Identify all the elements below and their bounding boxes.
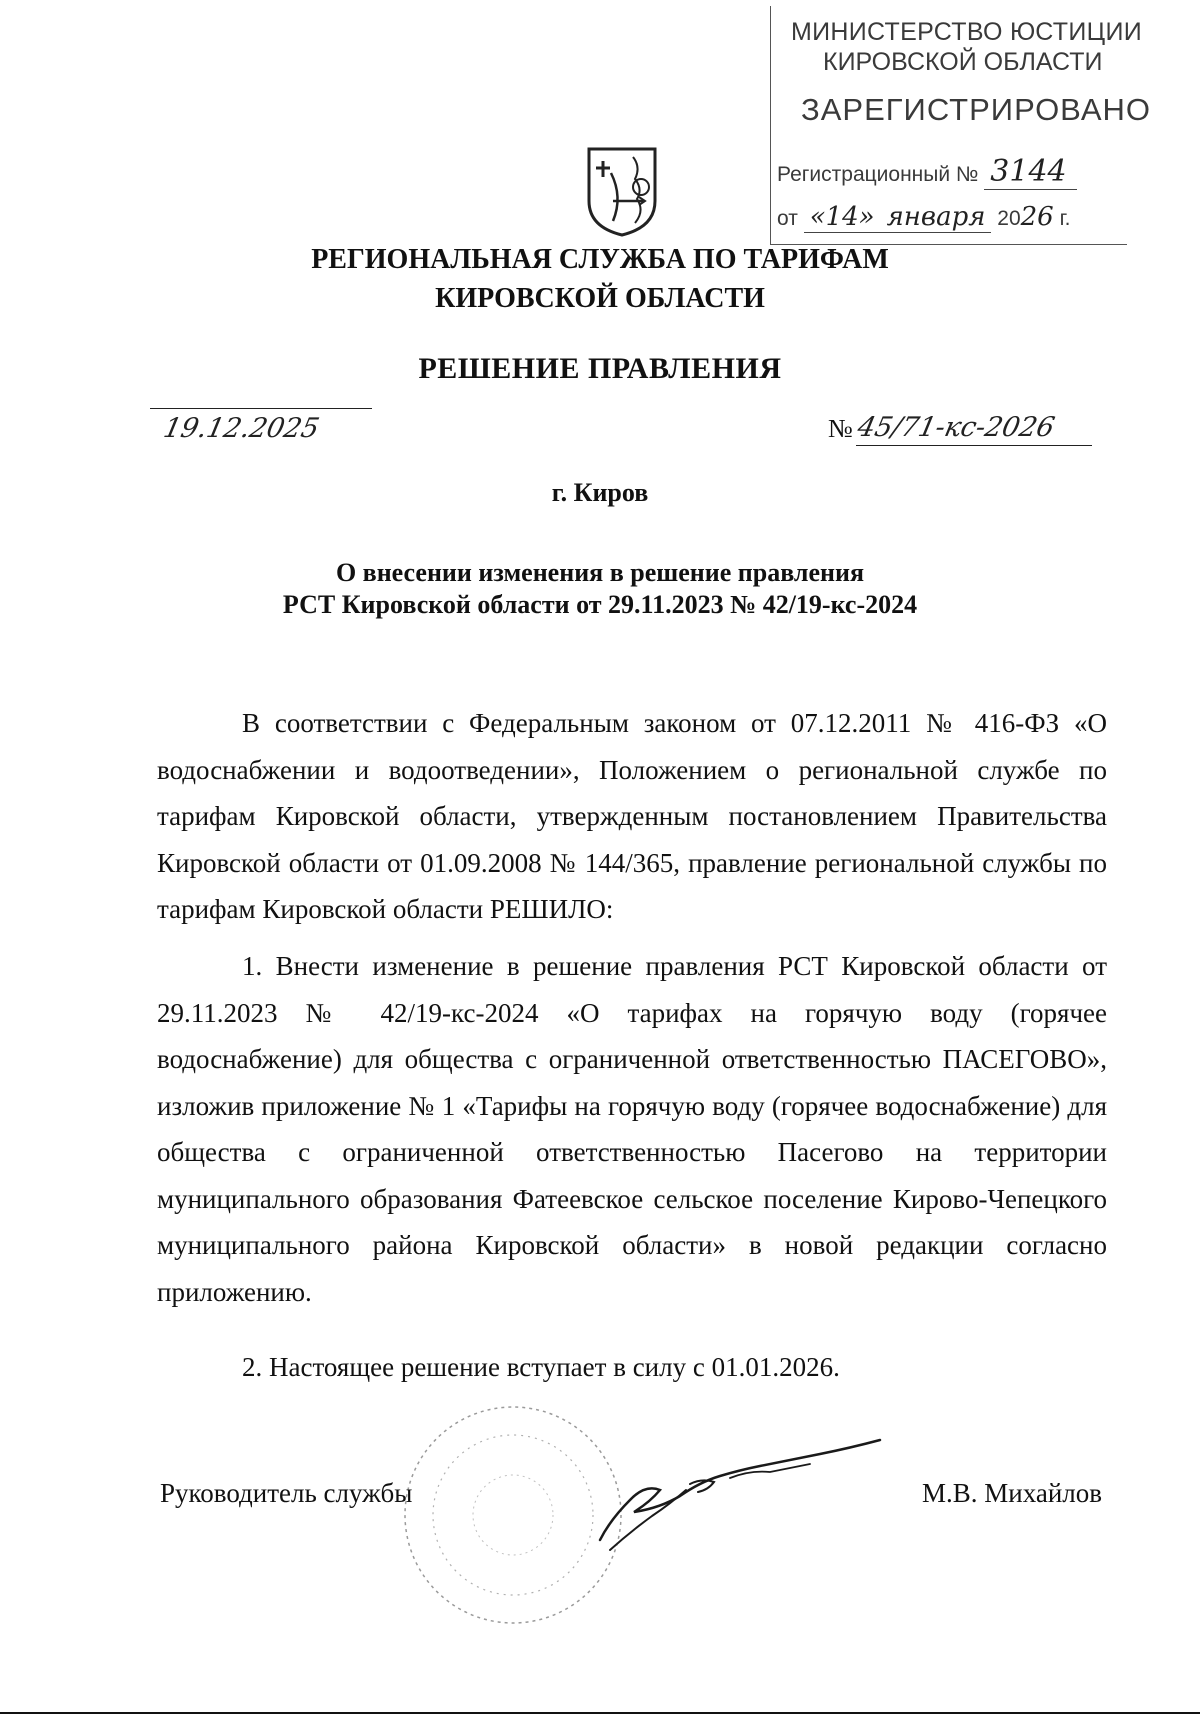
stamp-date-year-prefix: 20 — [997, 207, 1021, 230]
stamp-date-prefix: от — [777, 207, 798, 230]
stamp-date-year-suffix: 26 — [1020, 202, 1054, 232]
stamp-status: ЗАРЕГИСТРИРОВАНО — [801, 92, 1152, 127]
stamp-ministry-line2: КИРОВСКОЙ ОБЛАСТИ — [823, 48, 1103, 76]
decision-number-underline — [856, 445, 1092, 446]
city: г. Киров — [551, 478, 649, 507]
stamp-date-suffix: г. — [1059, 207, 1071, 230]
signatory-role: Руководитель службы — [160, 1478, 413, 1508]
body-paragraph-item-2: 2. Настоящее решение вступает в силу с 01.01.2026. — [242, 1352, 840, 1382]
decision-date-underline — [150, 408, 372, 409]
decision-number-label: № — [828, 414, 853, 443]
stamp-date-month: января — [881, 202, 992, 233]
decision-number: 45/71-кс-2026 — [854, 412, 1058, 443]
subject-line2: РСТ Кировской области от 29.11.2023 № 42/19-кс-2024 — [282, 590, 918, 619]
stamp-date-day: «14» — [804, 202, 881, 233]
decision-date: 19.12.2025 — [160, 413, 322, 444]
document-type-title: РЕШЕНИЕ ПРАВЛЕНИЯ — [418, 352, 782, 385]
stamp-reg-label: Регистрационный № — [777, 163, 979, 186]
signatory-name: М.В. Михайлов — [922, 1478, 1103, 1508]
stamp-reg-number: 3144 — [984, 154, 1076, 190]
body-paragraph-item-1: 1. Внести изменение в решение правления РСТ Кировской области от 29.11.2023 № 42/19-кс-2024 «О тарифах на горячую воду (горячее водоснабжение) для общества с ограниченной ответственностью ПАСЕГОВО», изложив приложение № 1 «Тарифы на горячую воду (горячее водоснабжение) для общества с ограниченной ответственностью Пасегово на территории муниципального образования Фатеевское сельское поселение Кирово-Чепецкого муниципального района Кировской области» в новой редакции согласно приложению. — [157, 951, 1107, 1307]
stamp-registration-date — [777, 202, 1071, 233]
organization-name-line2: КИРОВСКОЙ ОБЛАСТИ — [435, 283, 765, 314]
subject-line1: О внесении изменения в решение правления — [335, 558, 865, 587]
stamp-registration-number — [777, 154, 1077, 189]
body-paragraph-preamble: В соответствии с Федеральным законом от 07.12.2011 № 416-ФЗ «О водоснабжении и водоотведении», Положением о региональной службе по тарифам Кировской области, утвержденным постановлением Правительства Кировской области от 01.09.2008 № 144/365, правление региональной службы по тарифам Кировской области РЕШИЛО: — [157, 708, 1107, 924]
coat-of-arms-icon — [583, 143, 661, 239]
organization-name-line1: РЕГИОНАЛЬНАЯ СЛУЖБА ПО ТАРИФАМ — [311, 244, 889, 275]
registration-stamp — [770, 6, 1152, 245]
page-bottom-divider — [0, 1712, 1200, 1714]
stamp-ministry-line1: МИНИСТЕРСТВО ЮСТИЦИИ — [791, 18, 1142, 46]
handwritten-signature-icon — [590, 1420, 890, 1570]
